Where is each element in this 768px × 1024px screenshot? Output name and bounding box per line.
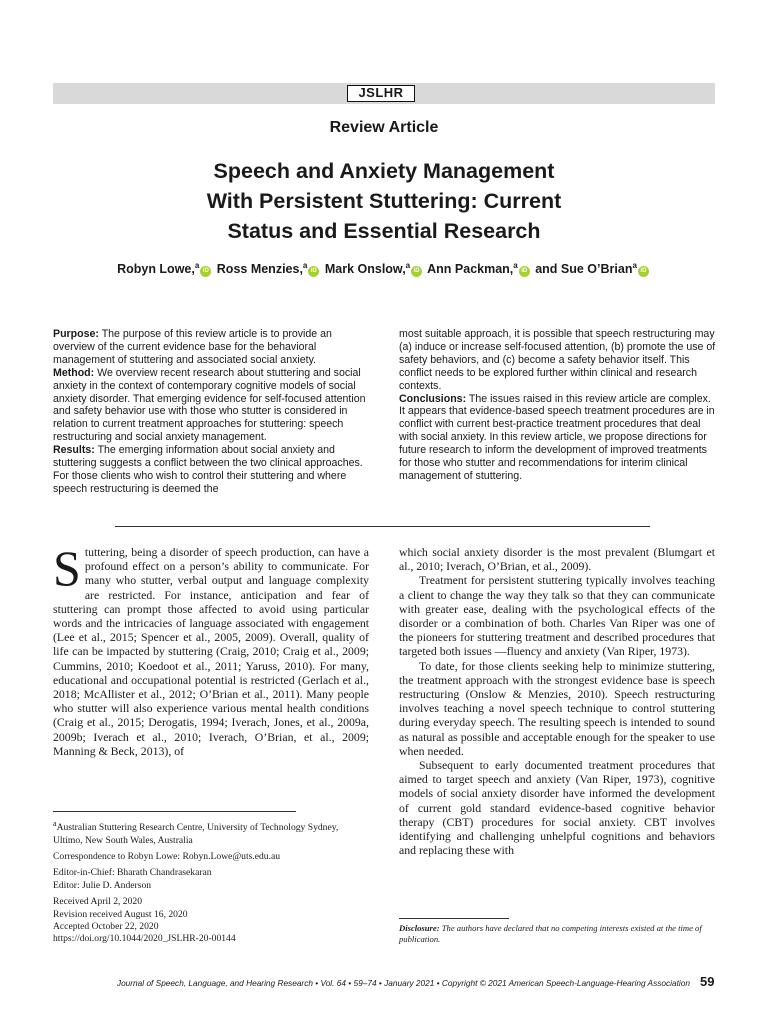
body-right-column bbox=[399, 545, 715, 857]
abstract-right-column bbox=[399, 328, 717, 483]
abstract-left-column bbox=[53, 328, 371, 496]
affiliation-note bbox=[53, 818, 363, 847]
method-label: Method: bbox=[53, 366, 95, 379]
author-name: Robyn Lowe, bbox=[117, 262, 195, 277]
body-paragraph bbox=[53, 540, 369, 758]
affiliation-text: Australian Stuttering Research Centre, University of Technology Sydney, Ultimo, New South Wales, Australia bbox=[53, 822, 339, 846]
title-line-3: Status and Essential Research bbox=[227, 219, 541, 243]
author-name: Ross Menzies, bbox=[216, 262, 303, 277]
title-line-2: With Persistent Stuttering: Current bbox=[206, 189, 562, 213]
correspondence: Correspondence to Robyn Lowe: Robyn.Lowe@uts.edu.au bbox=[53, 851, 281, 862]
orcid-icon[interactable]: iD bbox=[519, 266, 530, 277]
affiliation-mark: a bbox=[53, 819, 57, 828]
disclosure-divider bbox=[399, 918, 509, 919]
conclusions-text: The issues raised in this review article are complex. It appears that evidence-based speech treatment procedures are in conflict with current best-practice treatment procedures that deal with social anxiety. In this review article, we propose directions for future research to inform the development of improved treatments for those who stutter and recommendations for interim clinical management of stuttering. bbox=[399, 392, 715, 482]
received-date: Received April 2, 2020 bbox=[53, 896, 142, 908]
affiliation-mark: a bbox=[632, 261, 637, 270]
footnotes bbox=[53, 818, 363, 946]
body-left-column bbox=[53, 540, 369, 758]
orcid-icon[interactable]: iD bbox=[638, 266, 649, 277]
disclosure bbox=[399, 923, 717, 945]
body-paragraph: Subsequent to early documented treatment procedures that aimed to target speech and anxiety (Van Riper, 1973), cognitive models of social anxiety disorder have informed the development of current gold standard evidence-based cognitive behavior therapy (CBT) procedures for social anxiety. CBT involves identifying and challenging unhelpful cognitions and behaviors and replacing these with bbox=[399, 758, 715, 858]
footnote-divider bbox=[53, 811, 296, 812]
author-name: and Sue O’Brian bbox=[535, 262, 633, 277]
purpose-label: Purpose: bbox=[53, 328, 99, 340]
body-paragraph: Treatment for persistent stuttering typically involves teaching a client to change the way they talk so that they can communicate with greater ease, dealing with the psychological effects of the disorder or a combination of both. Charles Van Riper was one of the pioneers for stuttering treatment and described procedures that targeted both issues —fluency and anxiety (Van Riper, 1973). bbox=[399, 573, 715, 659]
results-label: Results: bbox=[53, 444, 95, 457]
author-name: Ann Packman, bbox=[427, 262, 514, 277]
author-name: Mark Onslow, bbox=[324, 262, 406, 277]
affiliation-mark: a bbox=[194, 261, 200, 270]
author-list bbox=[0, 261, 768, 277]
editor: Editor: Julie D. Anderson bbox=[53, 879, 152, 891]
editor-in-chief: Editor-in-Chief: Bharath Chandrasekaran bbox=[53, 867, 212, 879]
affiliation-mark: a bbox=[302, 261, 308, 270]
revision-date: Revision received August 16, 2020 bbox=[53, 908, 188, 920]
disclosure-label: Disclosure: bbox=[399, 923, 440, 933]
affiliation-mark: a bbox=[405, 261, 411, 270]
orcid-icon[interactable]: iD bbox=[411, 266, 422, 277]
accepted-date: Accepted October 22, 2020 bbox=[53, 921, 159, 933]
method-text: We overview recent research about stuttering and social anxiety in the context of contemporary cognitive models of social anxiety disorder. That emerging evidence for self-focused attention and safety behavior use with those who stutter is considered in relation to current treatment approaches for stuttering: speech restructuring and social anxiety management. bbox=[53, 366, 366, 444]
results-text: The emerging information about social anxiety and stuttering suggests a conflict between the two clinical approaches. For those clients who wish to control their stuttering and where speech restructuring is deemed the bbox=[53, 444, 363, 495]
abstract-divider bbox=[115, 526, 650, 527]
body-paragraph: To date, for those clients seeking help to minimize stuttering, the treatment approach with the strongest evidence base is speech restructuring (Onslow & Menzies, 2010). Speech restructuring involves teaching a novel speech technique to control stuttering during everyday speech. The resulting speech is intended to sound as natural as possible and acceptable enough for the speaker to use when needed. bbox=[399, 658, 715, 758]
journal-abbrev: JSLHR bbox=[347, 85, 415, 102]
article-title bbox=[120, 156, 648, 246]
conclusions-label: Conclusions: bbox=[399, 392, 467, 405]
purpose-text: The purpose of this review article is to provide an overview of the current evidence base for the behavioral management of stuttering and associated social anxiety. bbox=[53, 328, 332, 366]
body-paragraph: which social anxiety disorder is the most prevalent (Blumgart et al., 2010; Iverach, O’Brian, et al., 2009). bbox=[399, 545, 715, 574]
drop-cap: S bbox=[53, 540, 81, 596]
page-number: 59 bbox=[700, 974, 715, 989]
affiliation-mark: a bbox=[513, 261, 518, 270]
doi-link[interactable]: https://doi.org/10.1044/2020_JSLHR-20-00144 bbox=[53, 933, 236, 945]
paragraph-text: tuttering, being a disorder of speech production, can have a profound effect on a person’s ability to communicate. For many who stutter, verbal output and language complexity are restricted. For instance, anticipation and fear of stuttering can prompt those affected to avoid using particular words and the intricacies of language associated with engagement (Lee et al., 2015; Spencer et al., 2005, 2009). Overall, quality of life can be impacted by stuttering (Craig, 2010; Craig et al., 2009; Cummins, 2010; Koedoot et al., 2011; Yaruss, 2010). For many, educational and occupational potential is restricted (Gerlach et al., 2018; McAllister et al., 2012; O’Brian et al., 2011). Many people who stutter will also experience various mental health conditions (Craig et al., 2015; Derogatis, 1994; Iverach, Jones, et al., 2009a, 2009b; Iverach et al., 2010; Iverach, O’Brian, et al., 2009; Manning & Beck, 2013), of bbox=[53, 545, 369, 758]
title-line-1: Speech and Anxiety Management bbox=[213, 159, 555, 183]
disclosure-text: The authors have declared that no competing interests existed at the time of publication. bbox=[399, 923, 702, 944]
footer-citation: Journal of Speech, Language, and Hearing Research • Vol. 64 • 59–74 • January 2021 • Copyright © 2021 American Speech-Language-Hearing Association bbox=[116, 978, 690, 988]
article-type: Review Article bbox=[329, 119, 439, 136]
results-text-continued: most suitable approach, it is possible that speech restructuring may (a) induce or increase self-focused attention, (b) promote the use of safety behaviors, and (c) become a safety behavior itself. This conflict needs to be explored further within clinical and research contexts. bbox=[399, 328, 716, 392]
orcid-icon[interactable]: iD bbox=[308, 266, 319, 277]
orcid-icon[interactable]: iD bbox=[200, 266, 211, 277]
